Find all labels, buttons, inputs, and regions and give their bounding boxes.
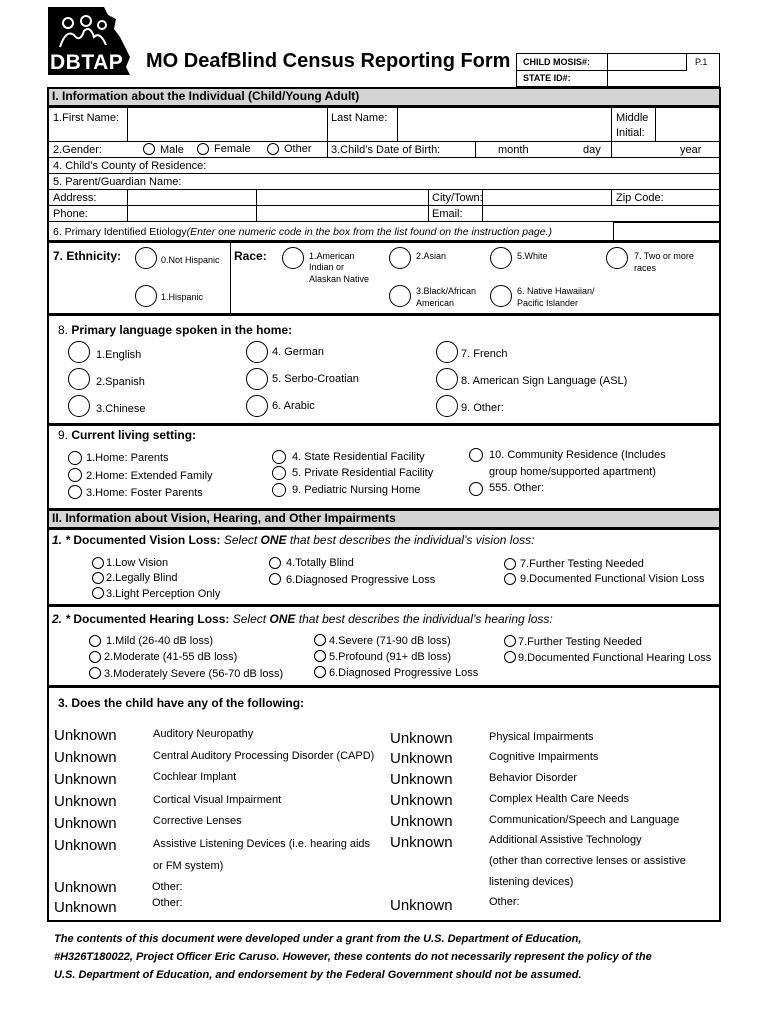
etiology-code-box[interactable] bbox=[613, 222, 720, 242]
child-mosis-field[interactable] bbox=[608, 54, 686, 70]
lang-1-label: 1.English bbox=[96, 349, 142, 361]
race-6-label: 6. Native Hawaiian/ bbox=[517, 286, 595, 296]
race-3-label: 3.Black/African bbox=[416, 286, 477, 296]
zip-label: Zip Code: bbox=[616, 192, 664, 204]
lang-1-radio[interactable] bbox=[68, 341, 90, 363]
hearing-3-label: 3.Moderately Severe (56-70 dB loss) bbox=[104, 668, 284, 680]
vision-2-label: 2.Legally Blind bbox=[106, 572, 178, 584]
living-5-radio[interactable] bbox=[272, 466, 286, 480]
lang-2-radio[interactable] bbox=[68, 368, 90, 390]
race-1-label: 1.American bbox=[309, 251, 355, 261]
dob-label: 3.Child’s Date of Birth: bbox=[331, 144, 441, 156]
vision-3-radio[interactable] bbox=[92, 587, 104, 599]
etiology-label: 6. Primary Identified Etiology(Enter one numeric code in the box from the list found on the instruction page.) bbox=[53, 226, 553, 238]
middle-initial-field[interactable] bbox=[656, 107, 720, 141]
cvi-select[interactable]: Unknown bbox=[54, 793, 117, 810]
email-label: Email: bbox=[432, 208, 463, 220]
address-field[interactable] bbox=[128, 190, 428, 205]
corrective-lenses-select[interactable]: Unknown bbox=[54, 815, 117, 832]
lang-7-label: 7. French bbox=[461, 348, 508, 360]
left-other-2-select[interactable]: Unknown bbox=[54, 899, 117, 916]
lang-6-label: 6. Arabic bbox=[272, 400, 315, 412]
left-other-1-label: Other: bbox=[152, 881, 183, 893]
lang-4-radio[interactable] bbox=[246, 341, 268, 363]
dob-day-field[interactable]: day bbox=[583, 144, 601, 156]
assistive-tech-label-3: listening devices) bbox=[489, 876, 574, 888]
parent-name-label: 5. Parent/Guardian Name: bbox=[53, 176, 182, 188]
assistive-listening-label: Assistive Listening Devices (i.e. hearing aids bbox=[153, 838, 371, 850]
first-name-label: 1.First Name: bbox=[53, 112, 120, 124]
address-label: Address: bbox=[53, 192, 97, 204]
race-2-radio[interactable] bbox=[389, 247, 411, 269]
vision-7-radio[interactable] bbox=[504, 558, 516, 570]
communication-label: Communication/Speech and Language bbox=[489, 814, 680, 826]
physical-impairments-label: Physical Impairments bbox=[489, 731, 594, 743]
race-7-label-2: races bbox=[634, 263, 657, 273]
living-9-radio[interactable] bbox=[272, 483, 286, 497]
right-other-select[interactable]: Unknown bbox=[390, 897, 453, 914]
vision-1-radio[interactable] bbox=[92, 557, 104, 569]
dbtap-logo bbox=[46, 5, 132, 77]
ethnicity-label: 7. Ethnicity: bbox=[53, 249, 122, 263]
vision-1-label: 1.Low Vision bbox=[106, 557, 169, 569]
lang-7-radio[interactable] bbox=[436, 341, 458, 363]
living-9-label: 9. Pediatric Nursing Home bbox=[292, 484, 421, 496]
hearing-7-radio[interactable] bbox=[504, 635, 516, 647]
gender-male-radio[interactable] bbox=[143, 143, 155, 155]
living-555-radio[interactable] bbox=[469, 482, 483, 496]
left-other-1-select[interactable]: Unknown bbox=[54, 879, 117, 896]
state-id-label: STATE ID#: bbox=[523, 73, 571, 83]
corrective-lenses-label: Corrective Lenses bbox=[153, 815, 242, 827]
county-label: 4. Child’s County of Residence: bbox=[53, 160, 207, 172]
hearing-question: 2. * Documented Hearing Loss: Select ONE that best describes the individual’s hearing loss: bbox=[52, 612, 553, 626]
living-2-label: 2.Home: Extended Family bbox=[86, 470, 213, 482]
hearing-5-radio[interactable] bbox=[314, 650, 326, 662]
race-1-label-2: Indian or bbox=[309, 262, 345, 272]
last-name-field[interactable] bbox=[398, 107, 611, 141]
auditory-neuropathy-label: Auditory Neuropathy bbox=[153, 728, 254, 740]
living-10-label: 10. Community Residence (Includes bbox=[489, 449, 666, 461]
lang-3-label: 3.Chinese bbox=[96, 403, 146, 415]
cochlear-implant-label: Cochlear Implant bbox=[153, 771, 237, 783]
middle-label: Middle bbox=[616, 112, 649, 124]
vision-2-radio[interactable] bbox=[92, 572, 104, 584]
living-10-radio[interactable] bbox=[469, 448, 483, 462]
gender-label: 2.Gender: bbox=[53, 144, 102, 156]
state-id-field[interactable] bbox=[608, 71, 686, 87]
living-title: 9. Current living setting: bbox=[58, 428, 197, 442]
gender-other-label: Other bbox=[284, 143, 312, 155]
assistive-listening-select[interactable]: Unknown bbox=[54, 837, 117, 854]
assistive-tech-label-2: (other than corrective lenses or assistive bbox=[489, 855, 686, 867]
hearing-5-label: 5.Profound (91+ dB loss) bbox=[329, 651, 451, 663]
hearing-3-radio[interactable] bbox=[89, 667, 101, 679]
conditions-title: 3. Does the child have any of the following: bbox=[58, 696, 305, 710]
disclaimer-line-2: #H326T180022, Project Officer Eric Caruso. However, these contents do not necessarily represent the policy of the bbox=[54, 951, 652, 963]
hearing-1-label: 1.Mild (26-40 dB loss) bbox=[106, 635, 213, 647]
living-2-radio[interactable] bbox=[68, 468, 82, 482]
initial-label: Initial: bbox=[616, 127, 645, 139]
race-2-label: 2.Asian bbox=[416, 251, 447, 261]
race-7-radio[interactable] bbox=[606, 247, 628, 269]
dob-month-field[interactable]: month bbox=[498, 144, 529, 156]
living-5-label: 5. Private Residential Facility bbox=[292, 467, 434, 479]
gender-female-label: Female bbox=[214, 143, 251, 155]
lang-8-radio[interactable] bbox=[436, 368, 458, 390]
cognitive-impairments-label: Cognitive Impairments bbox=[489, 751, 599, 763]
living-1-radio[interactable] bbox=[68, 451, 82, 465]
page-title: MO DeafBlind Census Reporting Form bbox=[146, 50, 511, 72]
right-other-label: Other: bbox=[489, 896, 520, 908]
race-6-radio[interactable] bbox=[490, 285, 512, 307]
assistive-tech-select[interactable]: Unknown bbox=[390, 834, 453, 851]
first-name-field[interactable] bbox=[128, 107, 327, 141]
cochlear-implant-select[interactable]: Unknown bbox=[54, 771, 117, 788]
eth-not-hispanic-radio[interactable] bbox=[135, 247, 157, 269]
cvi-label: Cortical Visual Impairment bbox=[153, 794, 282, 806]
hearing-1-radio[interactable] bbox=[89, 635, 101, 647]
page-number: P.1 bbox=[695, 57, 708, 67]
complex-health-label: Complex Health Care Needs bbox=[489, 793, 630, 805]
race-7-label: 7. Two or more bbox=[634, 251, 694, 261]
living-555-label: 555. Other: bbox=[489, 482, 545, 494]
race-6-label-2: Pacific Islander bbox=[517, 298, 579, 308]
hearing-6-label: 6.Diagnosed Progressive Loss bbox=[329, 667, 479, 679]
hearing-4-radio[interactable] bbox=[314, 634, 326, 646]
hearing-2-radio[interactable] bbox=[89, 651, 101, 663]
last-name-label: Last Name: bbox=[331, 112, 388, 124]
eth-hispanic-label: 1.Hispanic bbox=[161, 292, 204, 302]
vision-9-radio[interactable] bbox=[504, 573, 516, 585]
vision-4-radio[interactable] bbox=[269, 557, 281, 569]
race-1-radio[interactable] bbox=[282, 247, 304, 269]
lang-9-label: 9. Other: bbox=[461, 402, 504, 414]
child-mosis-label: CHILD MOSIS#: bbox=[523, 57, 591, 67]
auditory-neuropathy-select[interactable]: Unknown bbox=[54, 727, 117, 744]
logo-text: DBTAP bbox=[50, 51, 124, 74]
lang-4-label: 4. German bbox=[272, 346, 324, 358]
gender-female-radio[interactable] bbox=[197, 143, 209, 155]
gender-other-radio[interactable] bbox=[267, 143, 279, 155]
complex-health-select[interactable]: Unknown bbox=[390, 792, 453, 809]
hearing-2-label: 2.Moderate (41-55 dB loss) bbox=[104, 651, 238, 663]
behavior-disorder-select[interactable]: Unknown bbox=[390, 771, 453, 788]
section-2-title: II. Information about Vision, Hearing, and Other Impairments bbox=[52, 511, 396, 525]
assistive-tech-label: Additional Assistive Technology bbox=[489, 834, 642, 846]
race-label: Race: bbox=[234, 249, 267, 263]
vision-6-radio[interactable] bbox=[269, 573, 281, 585]
vision-7-label: 7.Further Testing Needed bbox=[520, 558, 644, 570]
gender-male-label: Male bbox=[160, 144, 184, 156]
living-4-label: 4. State Residential Facility bbox=[292, 451, 425, 463]
hearing-6-radio[interactable] bbox=[314, 666, 326, 678]
hearing-9-radio[interactable] bbox=[504, 651, 516, 663]
eth-hispanic-radio[interactable] bbox=[135, 285, 157, 307]
lang-5-radio[interactable] bbox=[246, 368, 268, 390]
living-10-label-2: group home/supported apartment) bbox=[489, 466, 656, 478]
race-1-label-3: Alaskan Native bbox=[309, 274, 370, 284]
living-1-label: 1.Home: Parents bbox=[86, 452, 169, 464]
lang-9-radio[interactable] bbox=[436, 395, 458, 417]
phone-label: Phone: bbox=[53, 208, 88, 220]
disclaimer-line-1: The contents of this document were developed under a grant from the U.S. Department of Education, bbox=[54, 933, 582, 945]
race-5-radio[interactable] bbox=[490, 247, 512, 269]
disclaimer-line-3: U.S. Department of Education, and endorsement by the Federal Government should not be assumed. bbox=[54, 969, 582, 981]
living-4-radio[interactable] bbox=[272, 450, 286, 464]
capd-select[interactable]: Unknown bbox=[54, 749, 117, 766]
race-3-label-2: American bbox=[416, 298, 455, 308]
city-label: City/Town: bbox=[432, 192, 483, 204]
behavior-disorder-label: Behavior Disorder bbox=[489, 772, 578, 784]
lang-2-label: 2.Spanish bbox=[96, 376, 145, 388]
hearing-4-label: 4.Severe (71-90 dB loss) bbox=[329, 635, 451, 647]
vision-question: 1. * Documented Vision Loss: Select ONE that best describes the individual’s vision loss: bbox=[52, 533, 535, 547]
assistive-listening-label-2: or FM system) bbox=[153, 860, 224, 872]
living-3-radio[interactable] bbox=[68, 485, 82, 499]
capd-label: Central Auditory Processing Disorder (CAPD) bbox=[153, 750, 375, 762]
section-1-title: I. Information about the Individual (Child/Young Adult) bbox=[52, 89, 360, 103]
left-other-2-label: Other: bbox=[152, 897, 183, 909]
vision-9-label: 9.Documented Functional Vision Loss bbox=[520, 573, 705, 585]
vision-4-label: 4.Totally Blind bbox=[286, 557, 354, 569]
living-3-label: 3.Home: Foster Parents bbox=[86, 487, 203, 499]
lang-8-label: 8. American Sign Language (ASL) bbox=[461, 375, 628, 387]
race-5-label: 5.White bbox=[517, 251, 548, 261]
vision-6-label: 6.Diagnosed Progressive Loss bbox=[286, 574, 436, 586]
email-field[interactable] bbox=[483, 206, 720, 221]
lang-5-label: 5. Serbo-Croatian bbox=[272, 373, 359, 385]
language-title: 8. Primary language spoken in the home: bbox=[58, 323, 293, 337]
phone-field[interactable] bbox=[128, 206, 256, 221]
dob-year-field[interactable]: year bbox=[680, 144, 702, 156]
hearing-7-label: 7.Further Testing Needed bbox=[518, 636, 642, 648]
vision-3-label: 3.Light Perception Only bbox=[106, 588, 221, 600]
lang-3-radio[interactable] bbox=[68, 395, 90, 417]
communication-select[interactable]: Unknown bbox=[390, 813, 453, 830]
cognitive-impairments-select[interactable]: Unknown bbox=[390, 750, 453, 767]
physical-impairments-select[interactable]: Unknown bbox=[390, 730, 453, 747]
race-3-radio[interactable] bbox=[389, 285, 411, 307]
lang-6-radio[interactable] bbox=[246, 395, 268, 417]
hearing-9-label: 9.Documented Functional Hearing Loss bbox=[518, 652, 712, 664]
eth-not-hispanic-label: 0.Not Hispanic bbox=[161, 255, 220, 265]
